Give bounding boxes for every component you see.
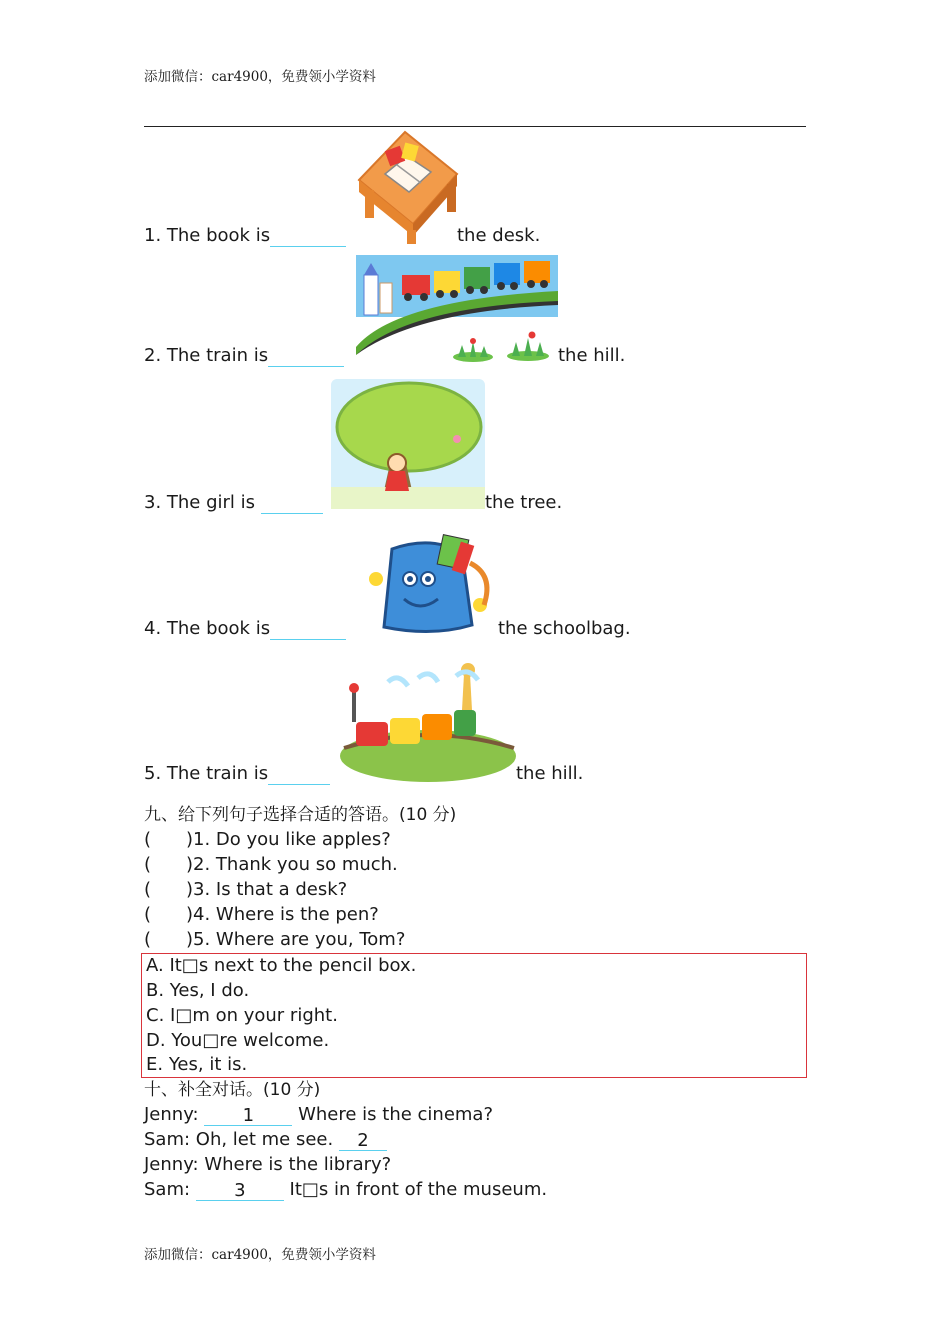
- picture-question-1: 1. The book is: [144, 225, 346, 247]
- answer-paren[interactable]: (: [144, 929, 152, 950]
- option-a: A. It□s next to the pencil box.: [146, 955, 417, 976]
- option-e: E. Yes, it is.: [146, 1054, 248, 1075]
- answer-blank-5[interactable]: [268, 764, 330, 785]
- picture-question-4-end: the schoolbag.: [498, 618, 631, 639]
- section-10-title: 十、补全对话。(10 分): [144, 1080, 321, 1100]
- dialogue-line-3: Jenny: Where is the library?: [144, 1154, 392, 1175]
- matching-question-1: ( )1. Do you like apples?: [144, 829, 391, 850]
- picture-question-2: 2. The train is: [144, 345, 344, 367]
- answer-paren[interactable]: (: [144, 879, 152, 900]
- picture-question-5-end: the hill.: [516, 763, 584, 784]
- option-b: B. Yes, I do.: [146, 980, 250, 1001]
- picture-question-5: 5. The train is: [144, 763, 330, 785]
- page-footer: 添加微信：car4900，免费领小学资料: [144, 1247, 376, 1263]
- matching-question-5: ( )5. Where are you, Tom?: [144, 929, 406, 950]
- book-on-desk-picture: [357, 132, 459, 244]
- book-in-schoolbag-picture: [362, 529, 496, 637]
- picture-question-3: 3. The girl is: [144, 492, 323, 514]
- answer-blank-3[interactable]: [261, 493, 323, 514]
- picture-question-1-end: the desk.: [457, 225, 541, 246]
- option-d: D. You□re welcome.: [146, 1030, 330, 1051]
- grass-tuft-icon: [506, 330, 550, 360]
- dialogue-line-2: Sam: Oh, let me see. 2: [144, 1129, 387, 1151]
- option-c: C. I□m on your right.: [146, 1005, 338, 1026]
- answer-paren[interactable]: (: [144, 854, 152, 875]
- dialogue-blank-2[interactable]: 2: [339, 1130, 387, 1151]
- train-under-hill-picture: [338, 652, 518, 784]
- header-rule: [144, 126, 806, 127]
- picture-question-3-end: the tree.: [485, 492, 563, 513]
- matching-question-4: ( )4. Where is the pen?: [144, 904, 379, 925]
- matching-question-2: ( )2. Thank you so much.: [144, 854, 398, 875]
- section-9-title: 九、给下列句子选择合适的答语。(10 分): [144, 805, 457, 825]
- dialogue-line-1: Jenny: 1 Where is the cinema?: [144, 1104, 494, 1126]
- answer-options-box: [141, 953, 807, 1078]
- dialogue-blank-1[interactable]: 1: [204, 1105, 292, 1126]
- picture-question-2-end: the hill.: [558, 345, 626, 366]
- answer-blank-1[interactable]: [270, 226, 346, 247]
- page-header: 添加微信：car4900，免费领小学资料: [144, 69, 376, 85]
- answer-blank-4[interactable]: [270, 619, 346, 640]
- grass-tuft-icon: [452, 337, 494, 361]
- dialogue-blank-3[interactable]: 3: [196, 1180, 284, 1201]
- answer-paren[interactable]: (: [144, 829, 152, 850]
- girl-under-tree-picture: [331, 379, 485, 509]
- picture-question-4: 4. The book is: [144, 618, 346, 640]
- matching-question-3: ( )3. Is that a desk?: [144, 879, 348, 900]
- dialogue-line-4: Sam: 3 It□s in front of the museum.: [144, 1179, 548, 1201]
- answer-paren[interactable]: (: [144, 904, 152, 925]
- answer-blank-2[interactable]: [268, 346, 344, 367]
